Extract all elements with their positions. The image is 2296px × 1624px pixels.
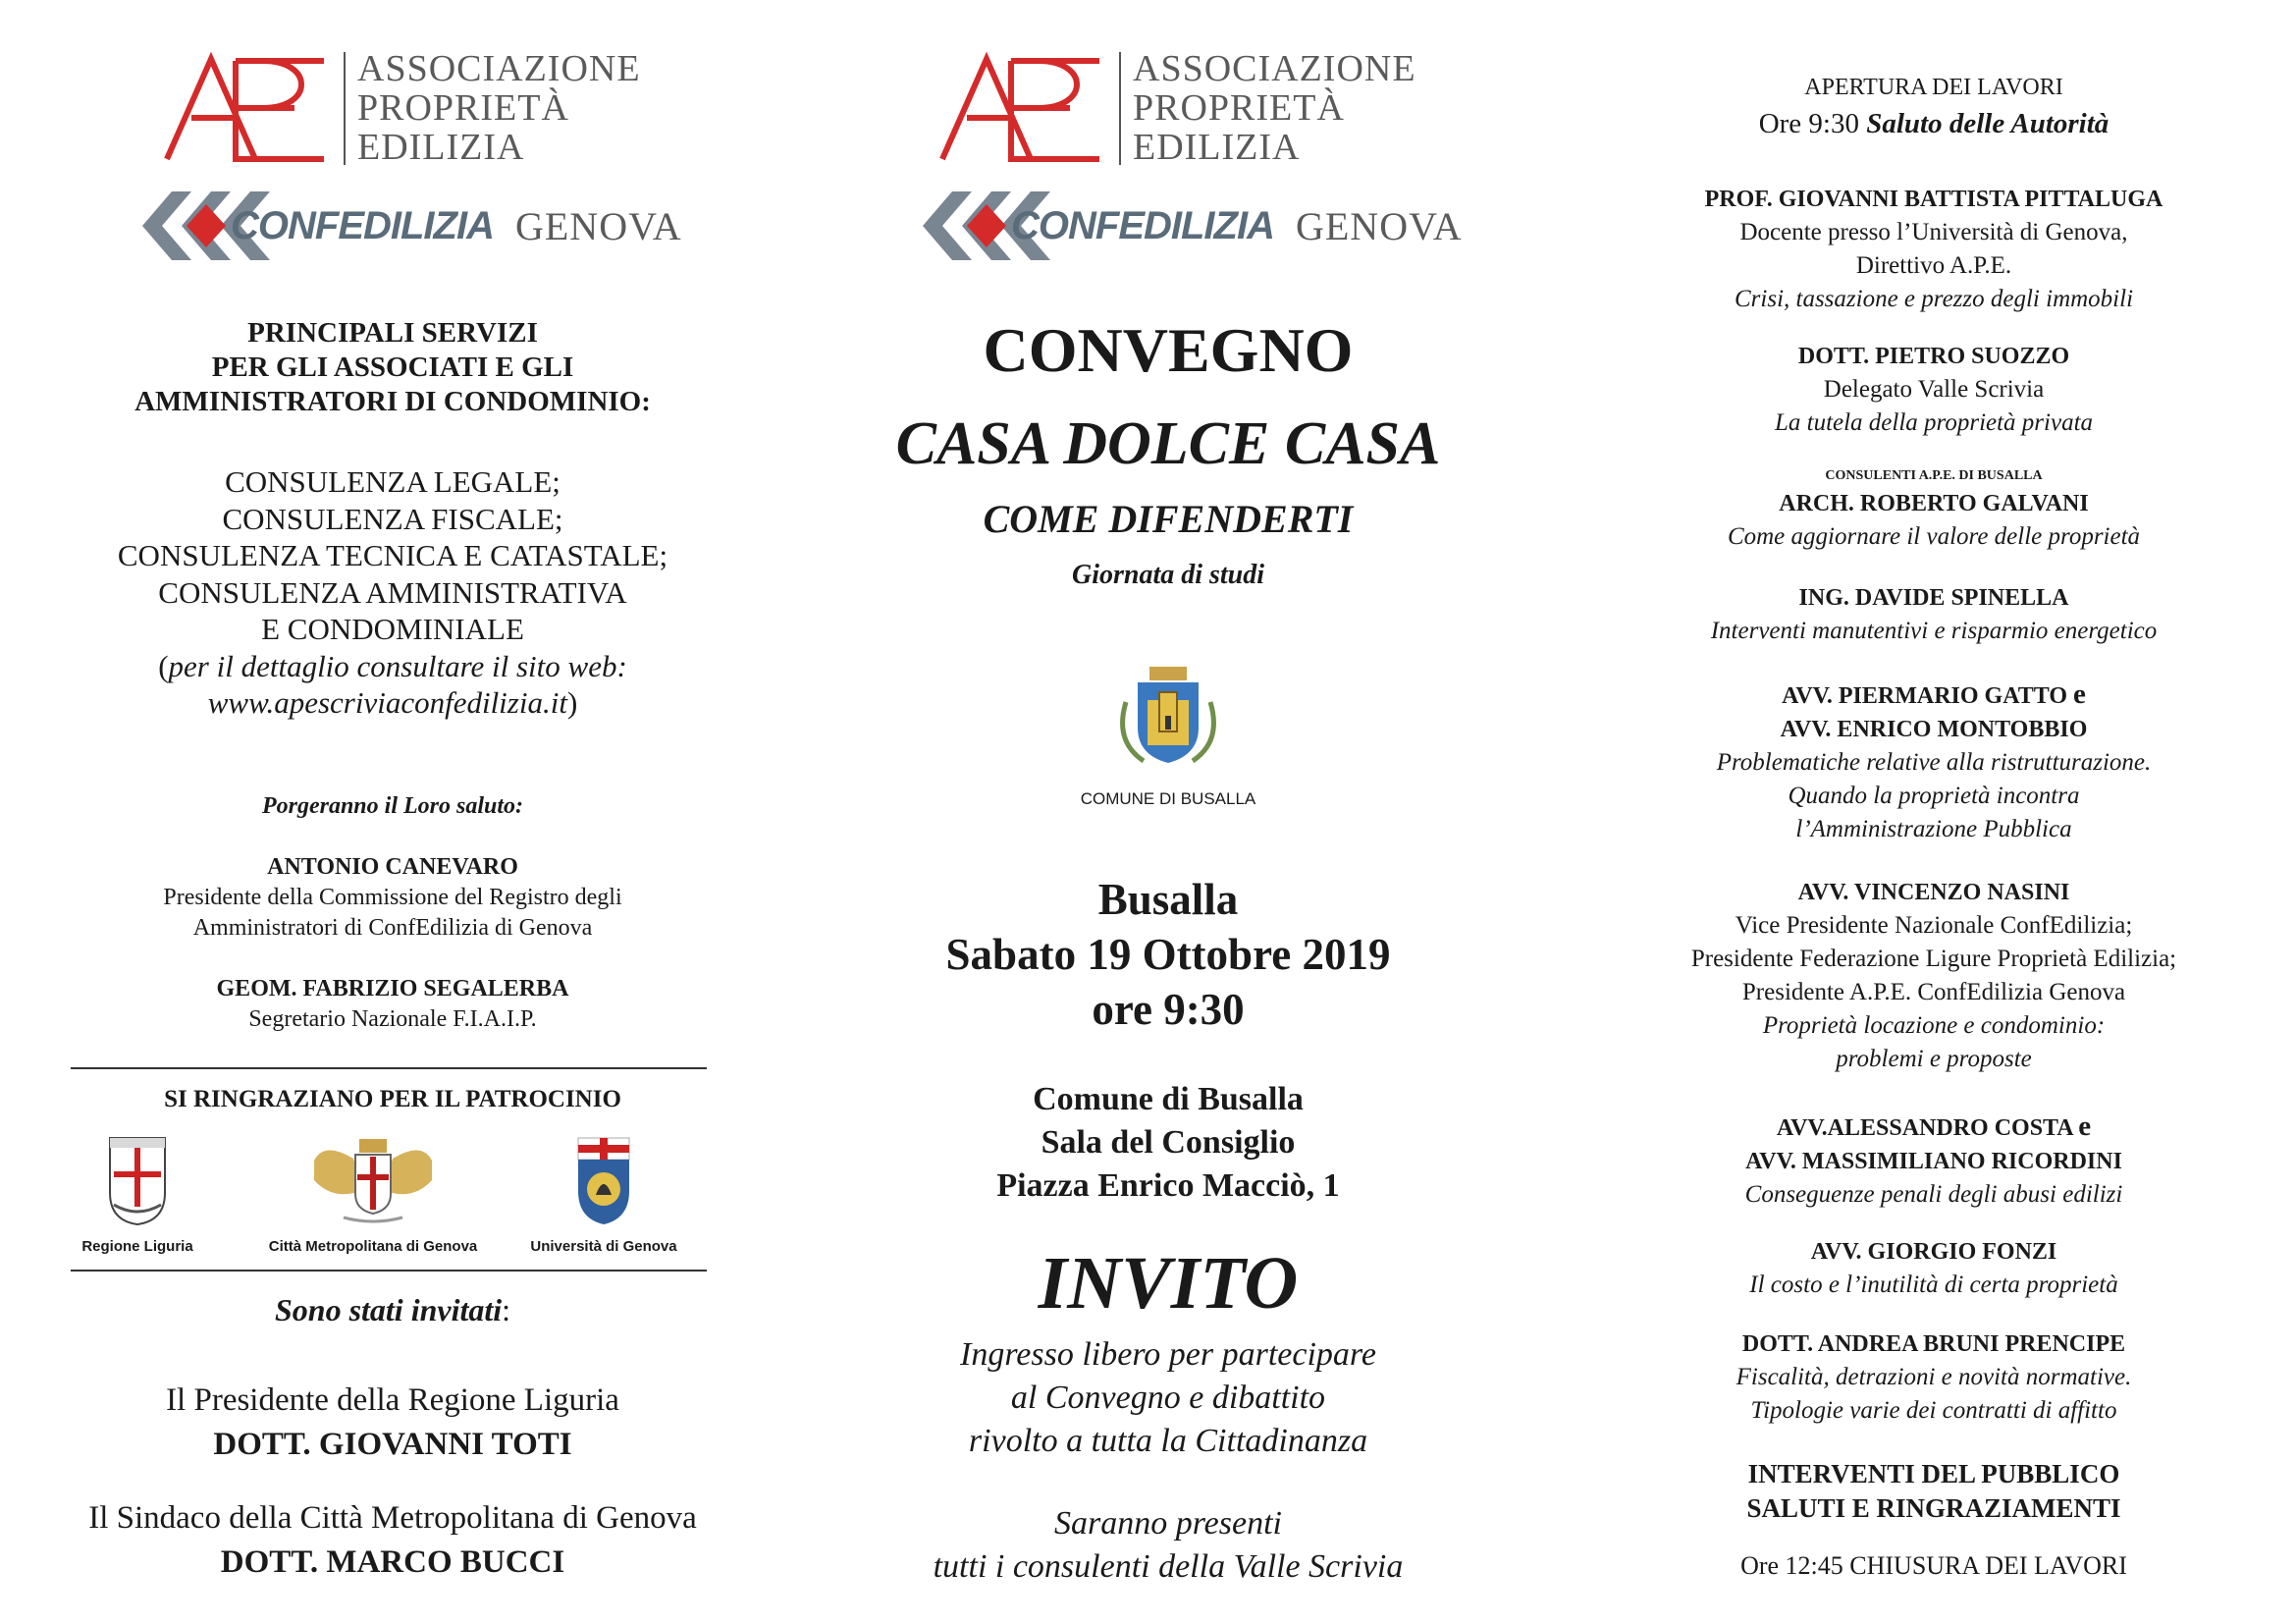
program-item-6: AVV. VINCENZO NASINI Vice Presidente Nazionale ConfEdilizia; Presidente Federazione Ligure Proprietà Edilizia; Presidente A.P.E. ConfEdilizia Genova Proprietà locazione e condominio: problemi e proposte (1590, 876, 2277, 1076)
confedilizia-wordmark: CONFEDILIZIA (231, 203, 494, 247)
speaker-name: AVV. PIERMARIO GATTO e (1782, 678, 2086, 710)
event-when (805, 872, 1531, 1037)
speaker-name: GEOM. FABRIZIO SEGALERBA (216, 976, 569, 1001)
confedilizia-city: GENOVA (514, 203, 682, 248)
talk-topic: Fiscalità, detrazioni e novità normative. (1735, 1364, 2132, 1390)
event-venue: Comune di Busalla Sala del Consiglio Piazza Enrico Macciò, 1 (996, 1081, 1340, 1204)
ape-logo-icon (157, 49, 334, 167)
invited-name: DOTT. GIOVANNI TOTI (213, 1427, 572, 1462)
ape-logo (157, 49, 641, 167)
talk-topic: La tutela della proprietà privata (1774, 409, 2094, 436)
invited-title: Sono stati invitati: (274, 1292, 511, 1327)
patronage-title: SI RINGRAZIANO PER IL PATROCINIO (164, 1086, 621, 1112)
greeting-speaker-1: ANTONIO CANEVARO Presidente della Commissione del Registro degli Amministratori di ConfEdilizia di Genova (39, 852, 746, 944)
patron-citta-metropolitana (245, 1131, 501, 1255)
speaker-name: ANTONIO CANEVARO (267, 854, 518, 880)
speaker-name: DOTT. PIETRO SUOZZO (1797, 344, 2070, 369)
speaker-name: PROF. GIOVANNI BATTISTA PITTALUGA (1704, 187, 2163, 212)
ape-wordmark: ASSOCIAZIONE PROPRIETÀ EDILIZIA (1133, 48, 1416, 168)
ape-wordmark: ASSOCIAZIONE PROPRIETÀ EDILIZIA (357, 48, 641, 168)
talk-topic: Problematiche relative alla ristrutturazione. (1716, 749, 2152, 776)
program-item-9: DOTT. ANDREA BRUNI PRENCIPE Fiscalità, detrazioni e novità normative. Tipologie varie dei contratti di affitto (1590, 1327, 2277, 1428)
event-town: Busalla (1097, 875, 1239, 924)
services-title: PRINCIPALI SERVIZI PER GLI ASSOCIATI E GLI AMMINISTRATORI DI CONDOMINIO: (134, 317, 651, 417)
list-item: CONSULENZA FISCALE; (222, 501, 563, 536)
invited-1: Il Presidente della Regione Liguria DOTT. GIOVANNI TOTI (39, 1379, 746, 1467)
talk-topic: Il costo e l’inutilità di certa proprietà (1749, 1272, 2118, 1298)
public-interventions: INTERVENTI DEL PUBBLICO SALUTI E RINGRAZIAMENTI (1746, 1459, 2121, 1523)
speaker-name: DOTT. ANDREA BRUNI PRENCIPE (1741, 1331, 2126, 1357)
speaker-name: AVV. MASSIMILIANO RICORDINI (1745, 1149, 2122, 1174)
ape-logo (933, 49, 1416, 167)
confedilizia-logo (142, 187, 682, 265)
patron-regione-liguria (69, 1134, 206, 1255)
program-item-2: DOTT. PIETRO SUOZZO Delegato Valle Scrivia La tutela della proprietà privata (1590, 340, 2277, 440)
talk-topic: Come aggiornare il valore delle proprietà (1727, 523, 2141, 550)
talk-topic: Interventi manutentivi e risparmio energetico (1710, 618, 2158, 644)
consultants-note: Saranno presenti tutti i consulenti della Valle Scrivia (933, 1505, 1404, 1585)
list-item: CONSULENZA TECNICA E CATASTALE; (117, 538, 668, 572)
confedilizia-logo (923, 187, 1463, 265)
invited-2: Il Sindaco della Città Metropolitana di Genova DOTT. MARCO BUCCI (39, 1496, 746, 1585)
program-item-4 (1590, 581, 2277, 648)
talk-topic: Conseguenze penali degli abusi edilizi (1744, 1181, 2123, 1208)
study-day: Giornata di studi (1071, 560, 1265, 590)
busalla-crest-icon (1114, 663, 1222, 771)
patron-label: Regione Liguria (81, 1238, 193, 1255)
municipality-caption: COMUNE DI BUSALLA (1080, 789, 1256, 808)
speaker-name: AVV.ALESSANDRO COSTA e (1776, 1110, 2092, 1142)
confedilizia-wordmark: CONFEDILIZIA (1011, 203, 1274, 247)
invited-name: DOTT. MARCO BUCCI (220, 1544, 565, 1580)
event-type: CONVEGNO (983, 315, 1354, 385)
invite-text: Ingresso libero per partecipare al Convegno e dibattito rivolto a tutta la Cittadinanza (960, 1336, 1376, 1459)
greeting-speaker-2: GEOM. FABRIZIO SEGALERBA Segretario Nazionale F.I.A.I.P. (39, 974, 746, 1035)
opening-time: Ore 9:30 Saluto delle Autorità (1758, 108, 2109, 139)
patron-label: Università di Genova (530, 1238, 677, 1255)
website-link[interactable]: www.apescriviaconfedilizia.it) (207, 685, 578, 720)
patron-universita-genova (520, 1136, 687, 1255)
list-item: CONSULENZA AMMINISTRATIVA (158, 574, 627, 610)
divider (71, 1270, 707, 1272)
speaker-name: AVV. VINCENZO NASINI (1797, 880, 2070, 905)
busalla-coat-of-arms (805, 663, 1531, 809)
invite-heading: INVITO (1038, 1242, 1299, 1325)
list-item: CONSULENZA LEGALE; (225, 464, 561, 499)
program-item-3 (1590, 487, 2277, 554)
divider (71, 1067, 707, 1069)
consultants-label: CONSULENTI A.P.E. DI BUSALLA (1825, 468, 2043, 483)
left-panel (39, 0, 746, 1624)
program-item-1: PROF. GIOVANNI BATTISTA PITTALUGA Docente presso l’Università di Genova, Direttivo A.P.E. Crisi, tassazione e prezzo degli immobili (1590, 183, 2277, 316)
program-item-8 (1590, 1235, 2277, 1302)
ape-logo-icon (933, 49, 1109, 167)
event-title: CASA DOLCE CASA (895, 410, 1441, 477)
services-list (39, 463, 746, 722)
citta-metropolitana-crest-icon (304, 1131, 442, 1226)
universita-genova-crest-icon (574, 1136, 633, 1226)
list-item: E CONDOMINIALE (261, 612, 524, 646)
opening-label: APERTURA DEI LAVORI (1804, 75, 2063, 100)
right-panel (1590, 0, 2277, 1624)
speaker-name: ING. DAVIDE SPINELLA (1798, 585, 2069, 611)
middle-panel (805, 0, 1531, 1624)
closing-time: Ore 12:45 CHIUSURA DEI LAVORI (1740, 1551, 2127, 1580)
program-item-5: AVV. PIERMARIO GATTO e AVV. ENRICO MONTOBBIO Problematiche relative alla ristrutturazione. Quando la proprietà incontra l’Amministrazione Pubblica (1590, 677, 2277, 846)
speaker-name: ARCH. ROBERTO GALVANI (1779, 491, 2089, 516)
talk-topic: Crisi, tassazione e prezzo degli immobili (1734, 286, 2134, 312)
greetings-title: Porgeranno il Loro saluto: (261, 793, 524, 819)
regione-liguria-crest-icon (106, 1134, 169, 1226)
event-time: ore 9:30 (1092, 985, 1245, 1034)
talk-topic: Proprietà locazione e condominio: (1762, 1012, 2106, 1039)
patron-label: Città Metropolitana di Genova (268, 1238, 478, 1255)
event-subtitle: COME DIFENDERTI (983, 497, 1354, 541)
confedilizia-city: GENOVA (1295, 203, 1463, 248)
program-item-7 (1590, 1110, 2277, 1212)
speaker-name: AVV. ENRICO MONTOBBIO (1780, 717, 2088, 742)
speaker-name: AVV. GIORGIO FONZI (1810, 1239, 2057, 1265)
event-date: Sabato 19 Ottobre 2019 (945, 930, 1391, 979)
services-detail-note: (per il dettaglio consultare il sito web: (158, 648, 627, 683)
